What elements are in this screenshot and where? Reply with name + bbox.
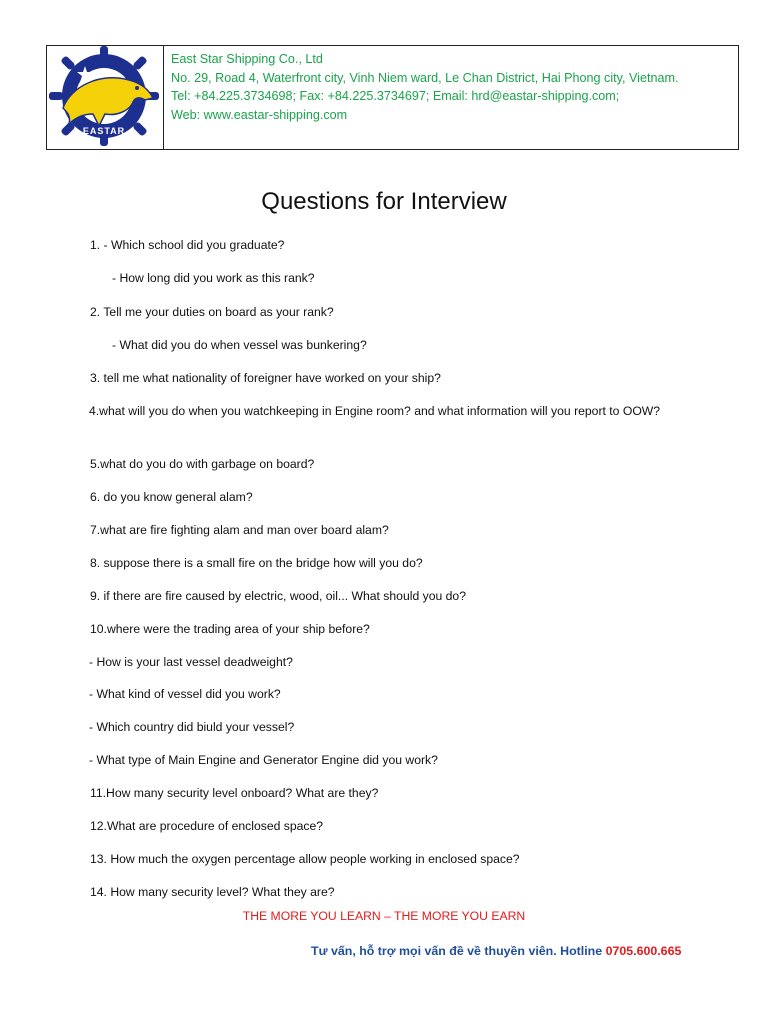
question-item: 7.what are fire fighting alam and man over board alam? [90, 523, 389, 537]
question-item: 2. Tell me your duties on board as your rank? [90, 305, 334, 319]
question-item: 14. How many security level? What they are? [90, 885, 335, 899]
company-name: East Star Shipping Co., Ltd [171, 52, 323, 66]
company-web: Web: www.eastar-shipping.com [171, 107, 348, 122]
question-item: 10.where were the trading area of your ship before? [90, 622, 370, 636]
eastar-logo-icon [49, 46, 159, 146]
question-item: - What type of Main Engine and Generator Engine did you work? [89, 753, 438, 767]
question-item: 9. if there are fire caused by electric, wood, oil... What should you do? [90, 589, 466, 603]
hotline-number[interactable]: 0705.600.665 [605, 944, 682, 958]
page-title: Questions for Interview [261, 188, 507, 215]
logo-text: EASTAR [82, 126, 126, 136]
question-item: - How long did you work as this rank? [112, 271, 315, 285]
company-info [171, 50, 678, 124]
question-item: - How is your last vessel deadweight? [89, 655, 293, 669]
question-item: 3. tell me what nationality of foreigner have worked on your ship? [90, 371, 441, 385]
question-item: - What did you do when vessel was bunkering? [112, 338, 367, 352]
slogan: THE MORE YOU LEARN – THE MORE YOU EARN [242, 909, 526, 923]
question-item: 11.How many security level onboard? What are they? [90, 786, 379, 800]
question-item: 13. How much the oxygen percentage allow people working in enclosed space? [90, 852, 520, 866]
question-item: 4.what will you do when you watchkeeping in Engine room? and what information will you report to OOW? [89, 404, 661, 418]
hotline-text: Tư vấn, hỗ trợ mọi vấn đề về thuyền viên. Hotline [311, 944, 606, 958]
question-item: - What kind of vessel did you work? [89, 687, 281, 701]
letterhead [46, 45, 739, 150]
question-item: 1. - Which school did you graduate? [90, 238, 285, 252]
question-item: 8. suppose there is a small fire on the bridge how will you do? [90, 556, 423, 570]
question-item: - Which country did biuld your vessel? [89, 720, 295, 734]
logo-cell [47, 46, 164, 149]
question-item: 12.What are procedure of enclosed space? [90, 819, 324, 833]
hotline-line [311, 944, 681, 958]
question-item: 6. do you know general alam? [90, 490, 253, 504]
company-contact: Tel: +84.225.3734698; Fax: +84.225.3734697; Email: hrd@eastar-shipping.com; [171, 89, 620, 103]
company-address: No. 29, Road 4, Waterfront city, Vinh Niem ward, Le Chan District, Hai Phong city, Vietnam. [171, 70, 679, 85]
question-item: 5.what do you do with garbage on board? [90, 457, 315, 471]
